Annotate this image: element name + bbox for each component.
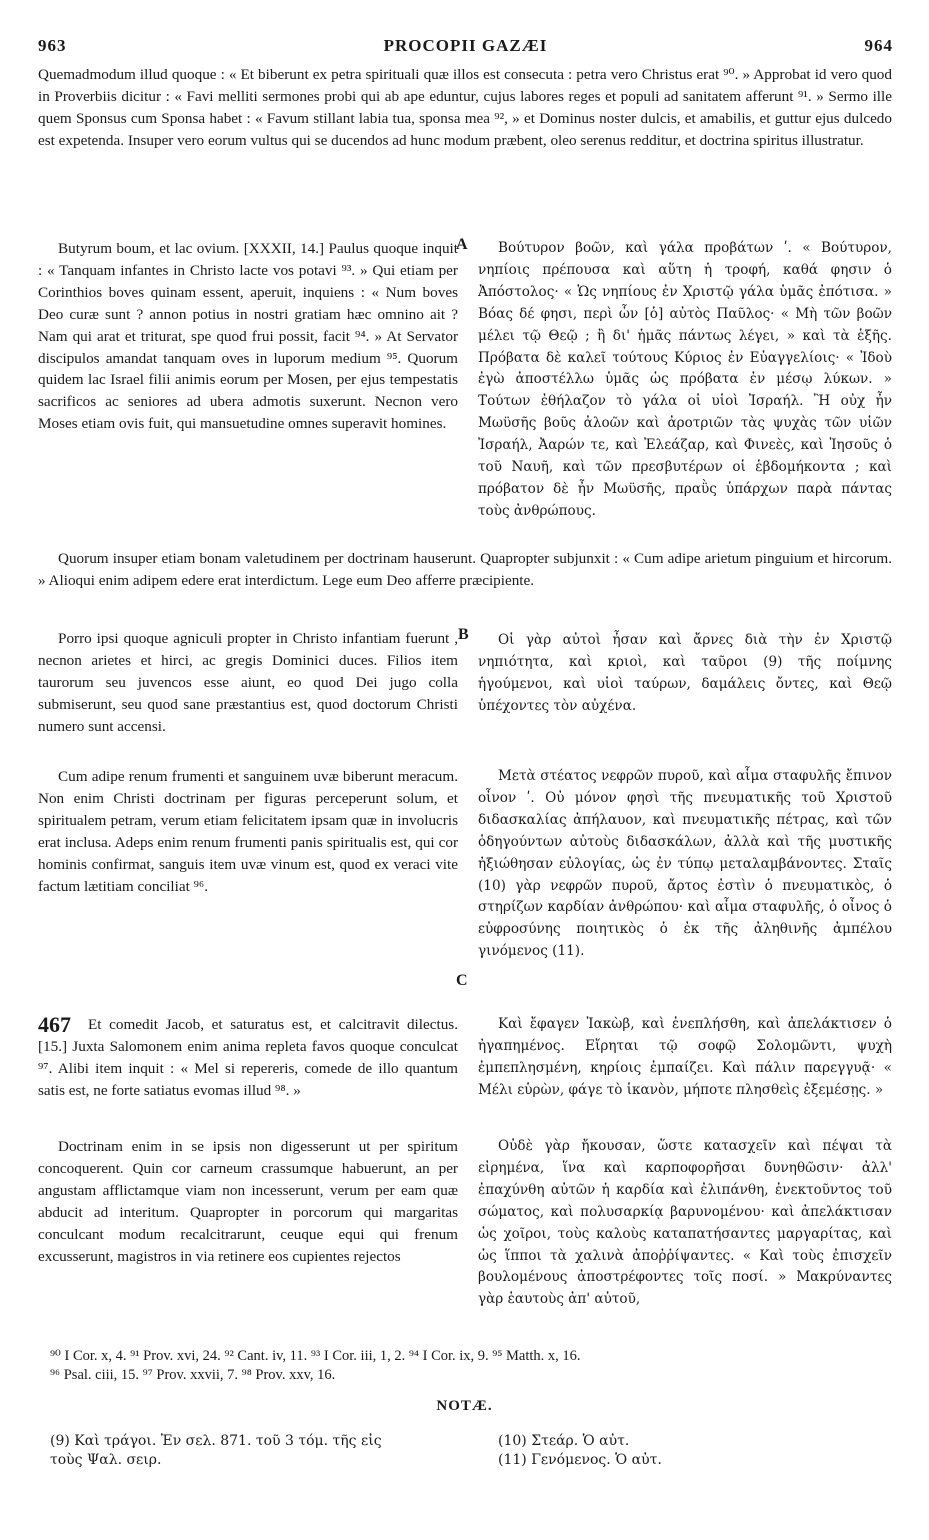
greek-section-b-1: Οἱ γὰρ αὐτοὶ ἦσαν καὶ ἄρνες διὰ τὴν ἐν Χριστῷ νηπιότητα, καὶ κριοὶ, καὶ ταῦροι (9) τῆς ποίμνης ἡγούμενοι, καὶ υἱοὶ ταύρων, δαμάλεις ὄντες, καὶ Θεῷ ὑπέχοντες τὸν αὐχένα. (478, 632, 892, 714)
column-number-467: 467 (38, 1012, 71, 1037)
notes-left (50, 1432, 470, 1470)
latin-section-a: Butyrum boum, et lac ovium. [XXXII, 14.] Paulus quoque inquit : « Tanquam infantes in Christo lacte vos potavi ⁹³. » Qui etiam per Corinthios boves quinam essent, aperuit, inquiens : « Num boves Deo curæ sunt ? annon potius in nostri gratiam hæc omnino ait ? Nam qui arat et triturat, spe quod frui possit, facit ⁹⁴. » At Servator discipulos amandat tanquam oves in luporum medium ⁹⁵. Quorum quidem lac Israel filii animis eorum per Mosen, per ejus tempestatis sacrificos ac seniores ad ubera admotis suxerunt. Necnon vero Moses etiam ovis fuit, qui mansuetudine omnes superavit homines. (38, 240, 458, 433)
greek-section-b-2: Μετὰ στέατος νεφρῶν πυροῦ, καὶ αἷμα σταφυλῆς ἔπινον οἶνον ʹ. Οὐ μόνον φησὶ τῆς πνευματικῆς τοῦ Χριστοῦ διδασκαλίας ἀπήλαυον, καὶ πνευματικῆς πέτρας, καὶ τῶν ὁδηγούντων αὐτοὺς διδασκάλων, ἀλλὰ καὶ τῆς μυστικῆς ἠξιώθησαν εὐλογίας, ὡς ἐν τύπῳ μεταλαμβάνοντες. Σταῖς (10) γὰρ νεφρῶν πυροῦ, ἄρτος ἐστὶν ὁ πνευματικὸς, ὁ στηρίζων καρδίαν ἀνθρώπου· καὶ αἷμα σταφυλῆς, ὁ οἶνος ὁ εὐφροσύνης ποιητικὸς ὁ ἐκ τῆς ἀληθινῆς ἀμπέλου γινόμενος (11). (478, 768, 892, 960)
note-10: (10) Στεάρ. Ὁ αὐτ. (498, 1433, 630, 1449)
page-number-left: 963 (38, 36, 67, 55)
notae-heading: NOTÆ. (436, 1398, 493, 1414)
note-11: (11) Γενόμενος. Ὁ αὐτ. (498, 1452, 662, 1468)
section-marker-b: B (458, 626, 469, 643)
section-marker-a: A (456, 236, 468, 253)
footnote-line-1: ⁹⁰ I Cor. x, 4. ⁹¹ Prov. xvi, 24. ⁹² Cant. iv, 11. ⁹³ I Cor. iii, 1, 2. ⁹⁴ I Cor. ix, 9. ⁹⁵ Matth. x, 16. (50, 1348, 581, 1364)
greek-section-c-1: Καὶ ἔφαγεν Ἰακὼβ, καὶ ἐνεπλήσθη, καὶ ἀπελάκτισεν ὁ ἠγαπημένος. Εἴρηται τῷ σοφῷ Σολομῶντι, ψυχὴ ἐμπεπλησμένη, κηρίοις ἐμπαίζει. Καὶ πάλιν παρεγγυᾷ· « Μέλι εὑρὼν, φάγε τὸ ἱκανὸν, μήποτε πλησθεὶς ἐξεμέσῃς. » (478, 1016, 892, 1098)
section-marker-c: C (456, 972, 468, 989)
note-9-line-2: τοὺς Ψαλ. σειρ. (50, 1452, 162, 1468)
latin-section-c-1: Et comedit Jacob, et saturatus est, et calcitravit dilectus. [15.] Juxta Salomonem enim anima repleta favos quoque conculcat ⁹⁷. Alibi item inquit : « Mel si repereris, comede de illo quantum satis est, ne forte satiatus evomas illud ⁹⁸. » (38, 1016, 458, 1099)
page-number-right: 964 (864, 36, 893, 55)
running-header (38, 36, 893, 58)
greek-section-c-2: Οὐδὲ γὰρ ἤκουσαν, ὥστε κατασχεῖν καὶ πέψαι τὰ εἰρημένα, ἵνα καὶ καρποφορῆσαι δυνηθῶσιν· ἀλλ' ἐπαχύνθη αὐτῶν ἡ καρδία καὶ ἐλιπάνθη, ἐνεκτοῦντος τοῦ σώματος, καὶ πολυσαρκίᾳ βαρυνομένου· καὶ ἀπελάκτισαν ὡς χοῖροι, τοὺς καλοὺς καταπατήσαντες μαργαρίτας, καὶ ὡς ἵπποι τὰ χαλινὰ ἀποῤῥίψαντες. « Καὶ τοὺς ἐπισχεῖν βουλομένους ἀποστρέφοντες τοῖς ποσί. » Μακρύναντες γὰρ ἑαυτοὺς ἀπ' αὐτοῦ, (478, 1138, 892, 1308)
bridge-paragraph: Quorum insuper etiam bonam valetudinem per doctrinam hauserunt. Quapropter subjunxit : « Cum adipe arietum pinguium et hircorum. » Alioqui enim adipem edere erat interdictum. Lege eum Deo afferre præcipiente. (38, 550, 892, 589)
running-title: PROCOPII GAZÆI (383, 36, 548, 55)
latin-section-c-2: Doctrinam enim in se ipsis non digesserunt ut per spiritum concoquerent. Quin cor carneum crassumque habuerunt, an per angustam afflictamque viam non incesserunt, verum per eam quæ abducit ad interitum. Quapropter in porcorum qui margaritas conculcant modum recalcitrarunt, ceuque equi qui frenum excusserunt, magistros in via retinere eos cupientes rejectos (38, 1138, 458, 1265)
footnote-line-2: ⁹⁶ Psal. ciii, 15. ⁹⁷ Prov. xxvii, 7. ⁹⁸ Prov. xxv, 16. (50, 1367, 336, 1383)
notes-right (498, 1432, 888, 1470)
intro-paragraph: Quemadmodum illud quoque : « Et biberunt ex petra spirituali quæ illos est consecuta : petra vero Christus erat ⁹⁰. » Approbat id vero quod in Proverbiis dicitur : « Favi melliti sermones probi qui ab ape eduntur, cujus labores reges et populi ad sanitatem afferunt ⁹¹. » Sermo ille quem Sponsus cum Sponsa habet : « Favum stillant labia tua, sponsa mea ⁹², » et Dominus noster dulcis, et amabilis, et guttur ejus dulcedo est expetenda. Insuper vero eorum vultus qui se ducendos ad hunc modum præbent, oleo serenus redditur, et doctrina spiritus illustratur. (38, 66, 892, 149)
note-9-line-1: (9) Καὶ τράγοι. Ἐν σελ. 871. τοῦ 3 τόμ. τῆς εἰς (50, 1433, 382, 1449)
latin-section-b-2: Cum adipe renum frumenti et sanguinem uvæ biberunt meracum. Non enim Christi doctrinam per figuras perceperunt solum, et spiritualem petram, verum etiam felicitatem ipsam quæ in involucris erat inclusa. Adeps enim renum frumenti panis spiritualis est, qui cor hominis confirmat, sanguis item uvæ vinum est, quod ex veraci vite factum lætitiam conciliat ⁹⁶. (38, 768, 458, 895)
latin-section-b-1: Porro ipsi quoque agniculi propter in Christo infantiam fuerunt , necnon arietes et hirci, ac gregis Dominici duces. Filios item taurorum seu juvencos esse aiunt, eo quod Dei jugo colla submiserunt, seu quod sane præstantius est, quod doctorum Christi numero sunt accensi. (38, 630, 458, 735)
greek-section-a: Βούτυρον βοῶν, καὶ γάλα προβάτων ʹ. « Βούτυρον, νηπίοις πρέπουσα καὶ αὕτη ἡ τροφή, καθά φησιν ὁ Ἀπόστολος· « Ὡς νηπίους ἐν Χριστῷ γάλα ὑμᾶς ἐπότισα. » Βόας δέ φησι, περὶ ὧν [ὁ] αὐτὸς Παῦλος· « Μὴ τῶν βοῶν μέλει τῷ Θεῷ ; ἢ δι' ἡμᾶς πάντως λέγει, » καὶ τὰ ἑξῆς. Πρόβατα δὲ καλεῖ τούτους Κύριος ἐν Εὐαγγελίοις· « Ἰδοὺ ἐγὼ ἀποστέλλω ὑμᾶς ὡς πρόβατα ἐν μέσῳ λύκων. » Τούτων ἐθήλαζον τὸ γάλα οἱ υἱοὶ Ἰσραήλ. Ἢ οὐχ ἦν Μωϋσῆς βοῦς ἀλοῶν καὶ ἀροτριῶν τὰς ψυχὰς τῶν υἱῶν Ἰσραήλ, Ἀαρών τε, καὶ Ἐλεάζαρ, καὶ Φινεὲς, καὶ Ἰησοῦς ὁ τοῦ Ναυῆ, καὶ τῶν πρεσβυτέρων οἱ ἑβδομήκοντα ; καὶ πρόβατον δὲ ἦν Μωϋσῆς, πραῢς ὑπάρχων παρὰ πάντας τοὺς ἀνθρώπους. (478, 240, 892, 519)
